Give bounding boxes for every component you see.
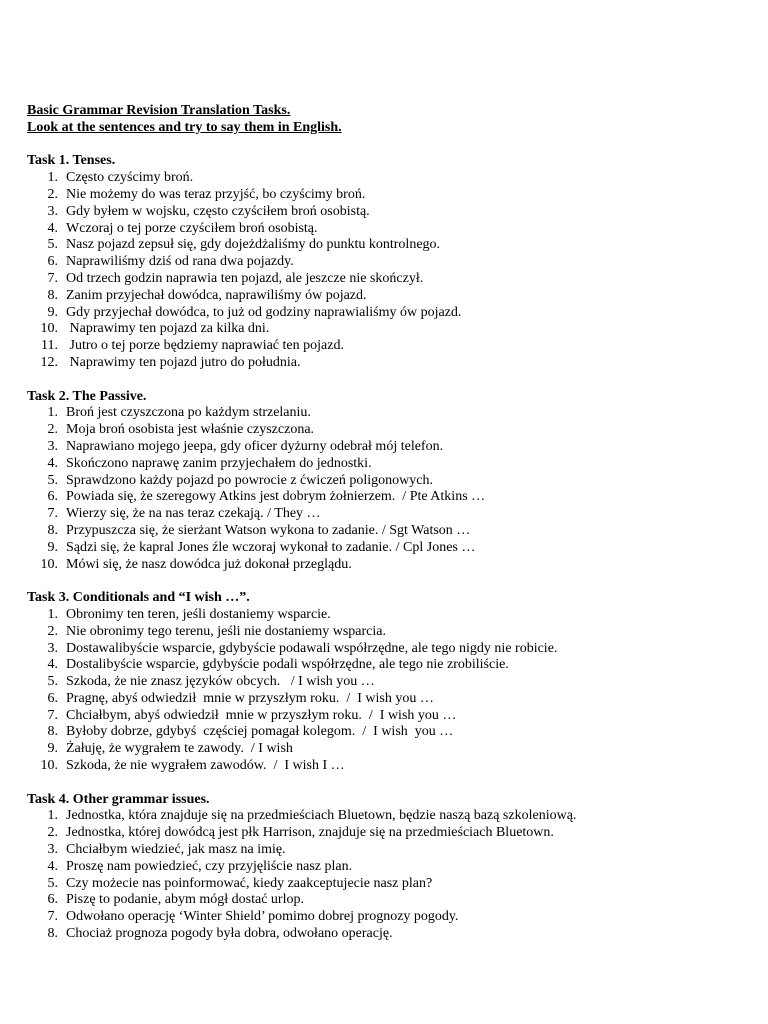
task-section: [27, 792, 747, 943]
sentence-item: [27, 254, 747, 271]
sentence-item: [27, 825, 747, 842]
task-title: Task 1. Tenses.: [27, 153, 116, 169]
sentence-text: Zanim przyjechał dowódca, naprawiliśmy ów pojazd.: [66, 287, 367, 303]
sentence-number: 6.: [47, 892, 58, 908]
sentence-item: [27, 808, 747, 825]
sentence-text: Naprawiano mojego jeepa, gdy oficer dyżurny odebrał mój telefon.: [66, 438, 444, 454]
sentence-text: Mówi się, że nasz dowódca już dokonał przeglądu.: [66, 556, 352, 572]
sentence-number: 6.: [47, 690, 58, 706]
sentence-text: Chciałbym, abyś odwiedził mnie w przyszłym roku. / I wish you …: [66, 707, 457, 723]
sentence-text: Naprawimy ten pojazd jutro do południa.: [66, 354, 301, 370]
sentence-item: [27, 473, 747, 490]
sentence-item: [27, 876, 747, 893]
sentence-number: 3.: [47, 640, 58, 656]
sentence-text: Piszę to podanie, abym mógł dostać urlop.: [66, 892, 304, 908]
sentence-text: Żałuję, że wygrałem te zawody. / I wish: [66, 741, 293, 757]
task-title: Task 4. Other grammar issues.: [27, 791, 210, 807]
sentence-number: 4.: [47, 657, 58, 673]
sentence-text: Chciałbym wiedzieć, jak masz na imię.: [66, 842, 286, 858]
sentence-item: [27, 540, 747, 557]
sentence-text: Od trzech godzin naprawia ten pojazd, ale jeszcze nie skończył.: [66, 270, 424, 286]
sentence-number: 9.: [47, 539, 58, 555]
sentence-item: [27, 708, 747, 725]
sentence-number: 7.: [47, 506, 58, 522]
sentence-text: Nie możemy do was teraz przyjść, bo czyścimy broń.: [66, 186, 366, 202]
sentence-text: Czy możecie nas poinformować, kiedy zaakceptujecie nasz plan?: [66, 875, 433, 891]
sentence-text: Sądzi się, że kapral Jones źle wczoraj wykonał to zadanie. / Cpl Jones …: [66, 539, 476, 555]
sentence-number: 8.: [47, 724, 58, 740]
document-instructions: Look at the sentences and try to say them in English.: [27, 119, 342, 135]
sentence-text: Odwołano operację ‘Winter Shield’ pomimo dobrej prognozy pogody.: [66, 909, 459, 925]
sentence-number: 7.: [47, 909, 58, 925]
sentence-item: [27, 641, 747, 658]
sentence-item: [27, 926, 747, 943]
sentence-number: 8.: [47, 926, 58, 942]
sentence-text: Moja broń osobista jest właśnie czyszczona.: [66, 422, 315, 438]
sentence-number: 9.: [47, 304, 58, 320]
sentence-text: Proszę nam powiedzieć, czy przyjęliście nasz plan.: [66, 858, 353, 874]
sentence-item: [27, 506, 747, 523]
sentence-item: [27, 624, 747, 641]
sentence-item: [27, 237, 747, 254]
sentence-item: [27, 674, 747, 691]
sentence-number: 4.: [47, 455, 58, 471]
sentence-number: 10.: [40, 321, 58, 337]
sentence-number: 2.: [47, 186, 58, 202]
sentence-number: 8.: [47, 287, 58, 303]
sentence-number: 2.: [47, 825, 58, 841]
sentence-item: [27, 489, 747, 506]
sentence-item: [27, 338, 747, 355]
task-title: Task 3. Conditionals and “I wish …”.: [27, 590, 250, 606]
sentence-number: 10.: [40, 758, 58, 774]
sentence-item: [27, 557, 747, 574]
sentence-number: 4.: [47, 220, 58, 236]
sentence-item: [27, 758, 747, 775]
sentence-text: Naprawimy ten pojazd za kilka dni.: [66, 321, 270, 337]
sentence-text: Gdy przyjechał dowódca, to już od godziny naprawialiśmy ów pojazd.: [66, 304, 462, 320]
sentence-item: [27, 657, 747, 674]
task-title: Task 2. The Passive.: [27, 388, 147, 404]
sentence-text: Skończono naprawę zanim przyjechałem do jednostki.: [66, 455, 372, 471]
sentence-number: 3.: [47, 438, 58, 454]
sentence-item: [27, 422, 747, 439]
document-body: [27, 103, 747, 943]
sentence-text: Wczoraj o tej porze czyściłem broń osobistą.: [66, 220, 318, 236]
sentence-item: [27, 439, 747, 456]
sentence-number: 4.: [47, 858, 58, 874]
sentence-number: 5.: [47, 674, 58, 690]
sentence-text: Jednostka, która znajduje się na przedmieściach Bluetown, będzie naszą bazą szkoleniową.: [66, 808, 577, 824]
sentence-item: [27, 170, 747, 187]
sentence-item: [27, 187, 747, 204]
document-title: Basic Grammar Revision Translation Tasks.: [27, 103, 291, 118]
sentence-item: [27, 691, 747, 708]
sentence-text: Obronimy ten teren, jeśli dostaniemy wsparcie.: [66, 606, 331, 622]
sentence-list: [27, 607, 747, 775]
task-section: [27, 153, 747, 371]
sentence-number: 1.: [47, 170, 58, 186]
sentence-item: [27, 724, 747, 741]
sentence-item: [27, 607, 747, 624]
sentence-number: 3.: [47, 203, 58, 219]
sentence-item: [27, 305, 747, 322]
sentence-number: 11.: [41, 338, 58, 354]
sentence-number: 9.: [47, 741, 58, 757]
sentence-item: [27, 741, 747, 758]
sentence-text: Nie obronimy tego terenu, jeśli nie dostaniemy wsparcia.: [66, 623, 386, 639]
sentence-item: [27, 456, 747, 473]
sentence-number: 5.: [47, 875, 58, 891]
sentence-text: Sprawdzono każdy pojazd po powrocie z ćwiczeń poligonowych.: [66, 472, 433, 488]
sentence-item: [27, 892, 747, 909]
sentence-number: 5.: [47, 237, 58, 253]
sentence-text: Gdy byłem w wojsku, często czyściłem broń osobistą.: [66, 203, 370, 219]
sentence-list: [27, 808, 747, 942]
sentence-number: 1.: [47, 606, 58, 622]
sentence-number: 8.: [47, 522, 58, 538]
sentence-number: 7.: [47, 707, 58, 723]
sentence-text: Szkoda, że nie znasz języków obcych. / I wish you …: [66, 674, 375, 690]
sentence-text: Naprawiliśmy dziś od rana dwa pojazdy.: [66, 254, 294, 270]
sentence-text: Broń jest czyszczona po każdym strzelaniu.: [66, 405, 311, 421]
sentence-text: Dostawalibyście wsparcie, gdybyście podawali współrzędne, ale tego nigdy nie robicie.: [66, 640, 558, 656]
sentence-item: [27, 355, 747, 372]
task-list: [27, 153, 747, 942]
sentence-text: Szkoda, że nie wygrałem zawodów. / I wish I …: [66, 758, 345, 774]
sentence-number: 6.: [47, 254, 58, 270]
sentence-text: Pragnę, abyś odwiedził mnie w przyszłym roku. / I wish you …: [66, 690, 434, 706]
sentence-text: Chociaż prognoza pogody była dobra, odwołano operację.: [66, 926, 393, 942]
sentence-number: 7.: [47, 270, 58, 286]
sentence-list: [27, 170, 747, 372]
sentence-item: [27, 288, 747, 305]
sentence-number: 5.: [47, 472, 58, 488]
task-section: [27, 389, 747, 574]
sentence-item: [27, 909, 747, 926]
sentence-text: Wierzy się, że na nas teraz czekają. / They …: [66, 506, 321, 522]
sentence-list: [27, 405, 747, 573]
sentence-item: [27, 842, 747, 859]
sentence-text: Często czyścimy broń.: [66, 170, 194, 186]
sentence-text: Powiada się, że szeregowy Atkins jest dobrym żołnierzem. / Pte Atkins …: [66, 489, 486, 505]
sentence-number: 6.: [47, 489, 58, 505]
sentence-item: [27, 523, 747, 540]
sentence-text: Dostalibyście wsparcie, gdybyście podali współrzędne, ale tego nie zrobiliście.: [66, 657, 509, 673]
sentence-number: 2.: [47, 422, 58, 438]
sentence-text: Przypuszcza się, że sierżant Watson wykona to zadanie. / Sgt Watson …: [66, 522, 471, 538]
sentence-item: [27, 221, 747, 238]
sentence-number: 1.: [47, 405, 58, 421]
sentence-item: [27, 859, 747, 876]
sentence-text: Jutro o tej porze będziemy naprawiać ten pojazd.: [66, 338, 344, 354]
sentence-item: [27, 405, 747, 422]
sentence-item: [27, 271, 747, 288]
sentence-text: Jednostka, której dowódcą jest płk Harrison, znajduje się na przedmieściach Bluetown.: [66, 825, 554, 841]
sentence-number: 10.: [40, 556, 58, 572]
sentence-number: 2.: [47, 623, 58, 639]
sentence-number: 12.: [40, 354, 58, 370]
sentence-text: Byłoby dobrze, gdybyś częściej pomagał kolegom. / I wish you …: [66, 724, 454, 740]
sentence-item: [27, 321, 747, 338]
task-section: [27, 590, 747, 775]
sentence-number: 3.: [47, 842, 58, 858]
sentence-text: Nasz pojazd zepsuł się, gdy dojeżdżaliśmy do punktu kontrolnego.: [66, 237, 441, 253]
sentence-item: [27, 204, 747, 221]
sentence-number: 1.: [47, 808, 58, 824]
